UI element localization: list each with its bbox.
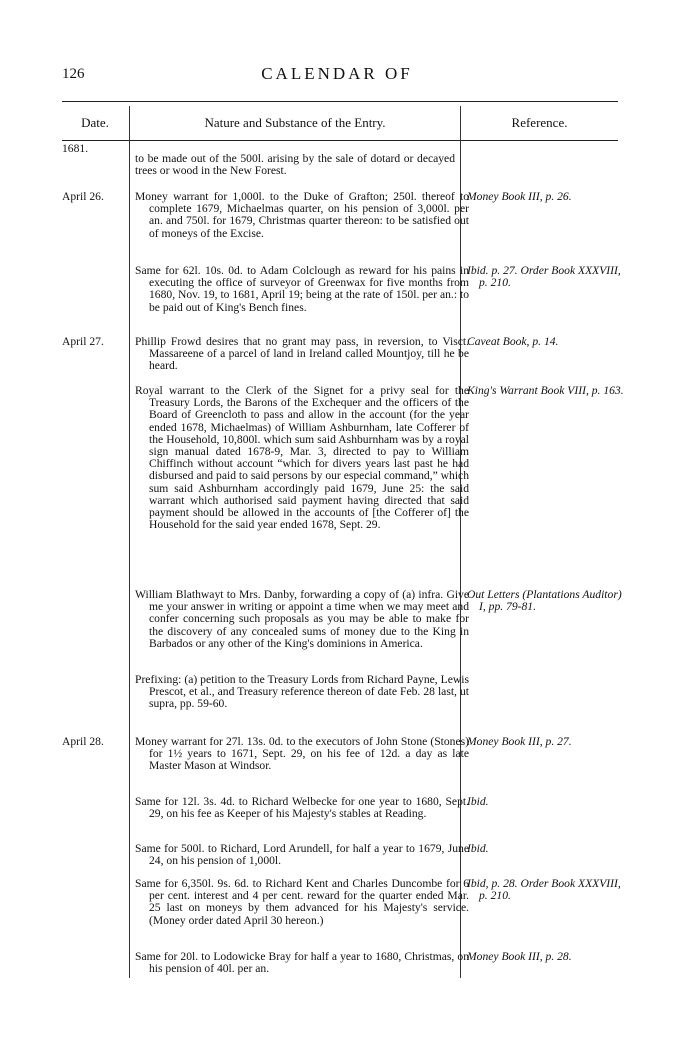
column-divider-date bbox=[129, 106, 130, 978]
entry-date: April 27. bbox=[62, 335, 104, 348]
table-header-rule bbox=[62, 140, 618, 141]
entry-date: April 28. bbox=[62, 735, 104, 748]
entry-text: Money warrant for 1,000l. to the Duke of Grafton; 250l. thereof to complete 1679, Michaelmas quarter, on his pension of 3,000l. per an. and 750l. for 1679, Christmas quarter thereon: to be satisfied out of moneys of the Excise. bbox=[135, 190, 469, 240]
entry-text: Money warrant for 27l. 13s. 0d. to the executors of John Stone (Stones) for 1½ years to 1671, Sept. 29, on his fee of 12d. a day as late Master Mason at Windsor. bbox=[135, 735, 469, 773]
entry-reference: Out Letters (Plantations Auditor) I, pp. 79-81. bbox=[467, 588, 622, 614]
entry-text: Phillip Frowd desires that no grant may pass, in reversion, to Visct. Massareene of a parcel of land in Ireland called Mountjoy, till he be heard. bbox=[135, 335, 469, 373]
column-header-reference: Reference. bbox=[511, 115, 568, 130]
entry-prefixing-note: Prefixing: (a) petition to the Treasury Lords from Richard Payne, Lewis Prescot, et al., and Treasury reference thereon of date Feb. 28 last, ut supra, pp. 59-60. bbox=[135, 673, 469, 711]
column-header-date: Date. bbox=[81, 115, 109, 130]
entry-reference: Ibid. bbox=[467, 795, 489, 808]
entry-text: Royal warrant to the Clerk of the Signet for a privy seal for the Treasury Lords, the Barons of the Exchequer and the officers of the Board of Greencloth to pass and allow in the account (for the year ended 1678, Michaelmas) of William Ashburnham, late Cofferer of the Household, 10,800l. which sum said Ashburnham was by a royal sign manual dated 1678-9, Mar. 3, directed to pay to William Chiffinch without account “which for divers years last past he had disbursed and paid to said persons by our especial command,” which sum said Ashburnham accordingly paid 1679, June 25: the said warrant which authorised said payment having directed that said payment should be allowed in the accounts of [the Cofferer of] the Household for the said year ended 1678, Sept. 29. bbox=[135, 384, 469, 532]
entry-text: Same for 12l. 3s. 4d. to Richard Welbecke for one year to 1680, Sept. 29, on his fee as Keeper of his Majesty's stables at Reading. bbox=[135, 795, 469, 821]
entry-text: to be made out of the 500l. arising by the sale of dotard or decayed trees or wood in the New Forest. bbox=[135, 152, 455, 178]
running-title: CALENDAR OF bbox=[261, 64, 413, 83]
entry-reference: Caveat Book, p. 14. bbox=[467, 335, 559, 348]
entry-text: Same for 6,350l. 9s. 6d. to Richard Kent and Charles Duncombe for 6 per cent. interest and 4 per cent. reward for the quarter ended Mar. 25 last on moneys by them advanced for his Majesty's service. (Money order dated April 30 hereon.) bbox=[135, 877, 469, 927]
entry-reference: King's Warrant Book VIII, p. 163. bbox=[467, 384, 624, 397]
entry-reference: Money Book III, p. 27. bbox=[467, 735, 572, 748]
entry-reference: Ibid, p. 28. Order Book XXXVIII, p. 210. bbox=[467, 877, 621, 903]
entry-reference: Ibid. p. 27. Order Book XXXVIII, p. 210. bbox=[467, 264, 621, 290]
entry-text: Same for 20l. to Lodowicke Bray for half a year to 1680, Christmas, on his pension of 40l. per an. bbox=[135, 950, 469, 976]
entry-text: Same for 500l. to Richard, Lord Arundell, for half a year to 1679, June 24, on his pension of 1,000l. bbox=[135, 842, 469, 868]
column-header-nature: Nature and Substance of the Entry. bbox=[204, 115, 386, 130]
table-top-rule bbox=[62, 101, 618, 102]
entry-text: William Blathwayt to Mrs. Danby, forwarding a copy of (a) infra. Give me your answer in writing or appoint a time when we may meet and confer concerning such proposals as you may be able to make for the discovery of any concealed sums of money due to the King in Barbados or any other of the King's dominions in America. bbox=[135, 588, 469, 650]
entry-reference: Money Book III, p. 26. bbox=[467, 190, 572, 203]
entry-reference: Money Book III, p. 28. bbox=[467, 950, 572, 963]
entry-date: 1681. bbox=[62, 142, 89, 155]
entry-date: April 26. bbox=[62, 190, 104, 203]
entry-reference: Ibid. bbox=[467, 842, 489, 855]
page-number: 126 bbox=[62, 66, 85, 82]
entry-text: Same for 62l. 10s. 0d. to Adam Colclough as reward for his pains in executing the office of surveyor of Greenwax for five months from 1680, Nov. 19, to 1681, April 19; being at the rate of 150l. per an.: to be paid out of King's Bench fines. bbox=[135, 264, 469, 314]
